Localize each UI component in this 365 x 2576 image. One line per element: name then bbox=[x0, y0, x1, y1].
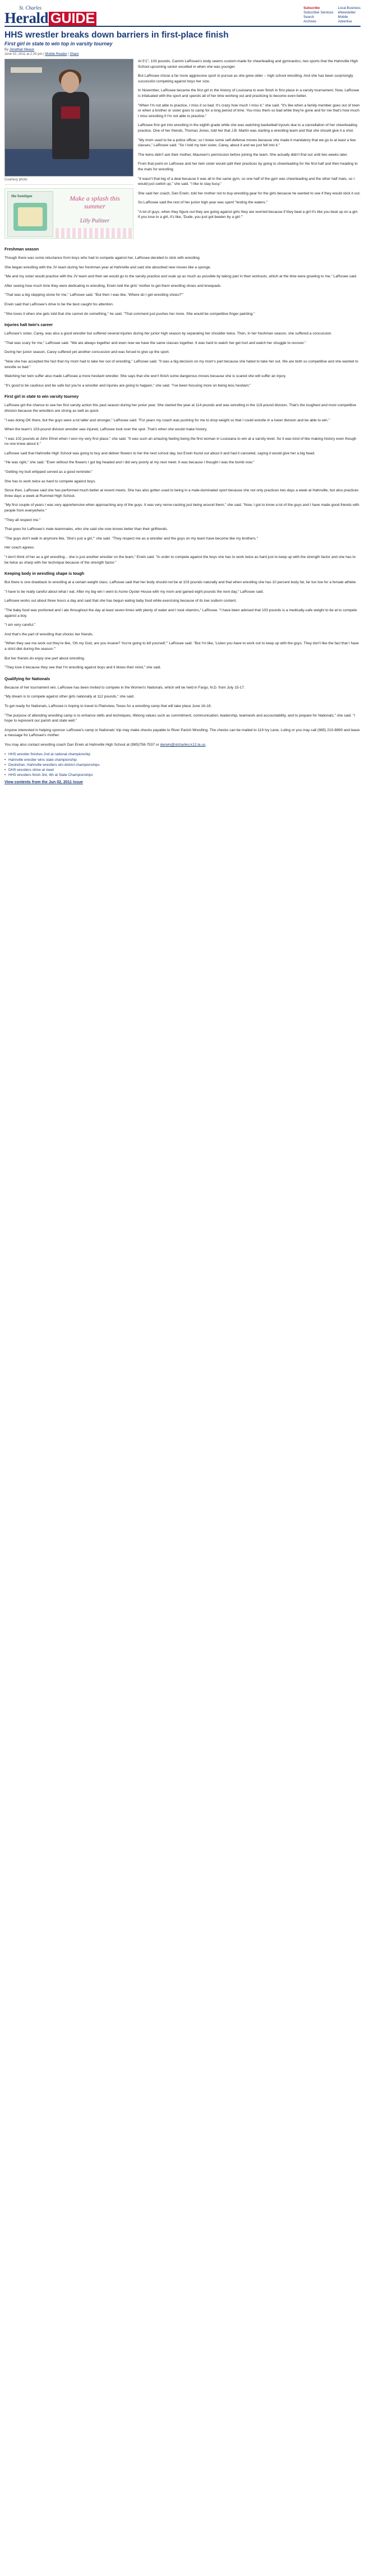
paragraph: Though there was some reluctance from boys who had to compete against her, LaRosee decided to stick with wrestling. bbox=[4, 256, 201, 260]
section-body-shape bbox=[4, 571, 361, 671]
media-column bbox=[4, 59, 133, 239]
paragraph: Anyone interested in helping sponsor LaRosee's camp or Nationals' trip may make checks payable to River Parish Wrestling. The checks can be mailed to 119 Ivy Lane, Luling or you may call (985) 210-8890 and leave a message for LaRosee's mother. bbox=[4, 728, 360, 738]
logo-herald: Herald bbox=[4, 10, 48, 26]
paragraph: "The guys don't walk in anymore like, 'She's just a girl,'" she said. "They respect me as a wrestler and the guys on my team have become like my brothers." bbox=[4, 536, 258, 541]
paragraph: "That was scary for me," LaRosee said. "We are always together and even now we have the same classes together. It was hard to watch her get hurt and watch her struggle to recover." bbox=[4, 341, 306, 345]
byline bbox=[4, 48, 361, 52]
header-link-mobile[interactable]: Mobile bbox=[338, 16, 348, 19]
wrestler-photo bbox=[4, 59, 133, 176]
paragraph: Since then, LaRosee said she has performed much better at recent meets. She has also gotten used to being in a male-dominated sport because she not only practices two days a week at Hahnville, but also practices three days a week at Rummel High School. bbox=[4, 489, 359, 498]
meta-separator-2: | bbox=[68, 53, 69, 56]
paragraph: "He was right," she said. "Even without the flowers I got big headed and I did very poorly at my next meet. It was because I thought I was the bomb now." bbox=[4, 461, 255, 465]
paragraph: But her friends do enjoy one part about wrestling. bbox=[4, 656, 85, 661]
ad-product-image bbox=[7, 191, 53, 237]
paragraph: "My mom used to be a police officer, so I knew some self-defense moves because she made it mandatory that we go to at least a few classes," LaRosee said. "So I told my twin sister, Carey, about it and we just fell into it." bbox=[138, 138, 356, 148]
paragraph: During her junior season, Carey suffered yet another concussion and was forced to give up the sport. bbox=[4, 350, 170, 355]
advertisement[interactable] bbox=[4, 188, 133, 239]
paragraph: She began wrestling with the JV team during her freshman year at Hahnville and said she absorbed new moves like a sponge. bbox=[4, 265, 211, 269]
paragraph: "Now she has accepted the fact that my mom had to take her out of wrestling," LaRosee said. "It was a big decision on my mom's part because she hated to take her out. We are both so competitive and she wanted to wrestle so bad." bbox=[4, 359, 358, 369]
article-body bbox=[4, 59, 361, 785]
paragraph: "I don't think of her as a girl wrestling... she is just another wrestler on the team," Erwin said. "In order to compete against the boys she has to work twice as hard just to keep up with the strength factor and she has to be twice as sharp with her technique because of the strength factor." bbox=[4, 555, 356, 565]
paragraph: Her coach agrees. bbox=[4, 546, 35, 550]
photo-caption: Courtesy photo bbox=[4, 176, 133, 185]
paragraph: LaRosee works out about three hours a day and said that she has begun eating baby food while exercising because of its low sodium content. bbox=[4, 599, 237, 603]
header-link-search[interactable]: Search bbox=[303, 16, 315, 19]
paragraph: "She loves it when she gets told that she cannot do something," he said. "That comment just pushes her more. She would be competitive finger painting." bbox=[4, 311, 255, 316]
publish-date: June 02, 2011 at 2:25 pm bbox=[4, 53, 43, 56]
paragraph: "When I'm not able to practice, I miss it so bad. It's crazy how much I miss it," she said. "It's like when a family member goes out of town or when a brother or sister goes to camp for a long period of time. You miss them so bad while they're gone and for me that's how much I miss wrestling if I'm not able to practice." bbox=[138, 103, 360, 118]
related-link[interactable]: • DHS wrestlers shine at meet bbox=[4, 768, 361, 773]
photo-banner bbox=[11, 67, 42, 73]
paragraph: At 5'1", 103 pounds, Cammi LaRosee's body seems custom-made for cheerleading and gymnastics, two sports that the Hahnville High School upcoming senior excelled in when she was younger. bbox=[138, 59, 358, 69]
header-links-left bbox=[303, 6, 333, 24]
paragraph: LaRosee said that Hahnville High School was going to buy and deliver flowers to her the next school day, but Erwin found out about it and had it canceled, saying it would give her a big head. bbox=[4, 451, 316, 455]
paragraph: Erwin said that LaRosee's drive to be the best caught his attention. bbox=[4, 302, 114, 306]
section-first-girl bbox=[4, 394, 361, 565]
paragraph: But there is one drawback to wrestling at a certain weight class. LaRosee said that her body should not be at 103 pounds naturally and that when wrestling she has 10 percent body fat, far too low for a female athlete. bbox=[4, 580, 357, 585]
header-link-subscriber-services[interactable]: Subscriber Services bbox=[303, 11, 334, 15]
ad-bag-inner-shape bbox=[18, 207, 43, 226]
paragraph: "My dream is to compete against other girls nationally at 112 pounds," she said. bbox=[4, 695, 135, 699]
ad-pattern bbox=[56, 228, 133, 238]
paragraph: To get ready for Nationals, LaRosee is hoping to travel to Plainview, Texas for a wrestling camp that will take place June 16-18. bbox=[4, 704, 212, 708]
author-link[interactable]: Jonathan Meaux bbox=[9, 48, 35, 52]
section-heading: Freshman season bbox=[4, 247, 39, 252]
paragraph: "That was a big stepping stone for me," LaRosee said. "But then I was like, 'Where do I get wrestling shoes?'" bbox=[4, 293, 184, 297]
related-link[interactable]: • HHS wrestler finishes 2nd at national championship bbox=[4, 752, 361, 757]
section-freshman-season bbox=[4, 247, 361, 317]
paragraph: The twins didn't ask their mother, Maureen's permission before joining the team. She actually didn't find out until two weeks later. bbox=[138, 152, 348, 157]
photo-person bbox=[49, 72, 93, 161]
section-heading: Injuries halt twin's career bbox=[4, 322, 53, 328]
ad-shop-name: the boutique bbox=[11, 194, 33, 198]
paragraph: "I am very careful." bbox=[4, 623, 36, 627]
header-link-archives[interactable]: Archives bbox=[303, 20, 317, 24]
ad-tagline: Make a splash this summer bbox=[70, 194, 120, 210]
issue-contents-link[interactable]: View contents from the Jun 02, 2011 Issue bbox=[4, 780, 83, 785]
contact-text: You may also contact wrestling coach Dan Erwin at Hahnville High School at (985)758-7537 or bbox=[4, 742, 159, 747]
paragraph: "I was 102 pounds at John Ehret when I won my very first place," she said. "It was such an amazing feeling being the first woman in Louisiana to win at a varsity level. So it was kind of like making history even though no one knew about it." bbox=[4, 436, 357, 447]
header-links bbox=[303, 6, 361, 26]
photo-body bbox=[52, 92, 89, 159]
header-link-enewsletter[interactable]: eNewsletter bbox=[338, 11, 356, 15]
byline-prefix: By bbox=[4, 48, 9, 52]
related-link[interactable]: • HHS wrestlers finish 3rd, 4th at State Championships bbox=[4, 773, 361, 778]
paragraph: That goes for LaRosee's male teammates, who she said she now knows better than their girlfriends. bbox=[4, 527, 168, 532]
paragraph: "A lot of guys, when they figure out they are going against girls they are worried because if they beat a girl it's like you beat up on a girl. If you lose to a girl, it's like, 'Dude, you just got beaten by a girl.'" bbox=[138, 210, 358, 220]
paragraph: "They love it because they see that I'm wrestling against boys and it blows their mind," she said. bbox=[4, 666, 161, 670]
related-link[interactable]: • Hahnville wrestler wins state championship bbox=[4, 757, 361, 762]
paragraph: She has to work twice as hard to compete against boys. bbox=[4, 479, 96, 483]
ad-brand: Lilly Pulitzer bbox=[80, 218, 110, 224]
contact-email-link[interactable]: derwin@stcharles.k12.la.us bbox=[160, 742, 206, 747]
photo-shirt-logo bbox=[61, 106, 80, 119]
paragraph: LaRosee got the chance to see her first varsity action this past season during her junior year. She started the year at 114 pounds and was wrestling in the 119-pound division. That's the toughest and most competitive division because the wrestlers are strong as well as quick. bbox=[4, 403, 357, 413]
paragraph: "It's good to be cautious and be safe but you're a wrestler and injuries are going to happen," she said. "I've been focusing more on being less hesitant." bbox=[4, 383, 251, 388]
masthead bbox=[4, 0, 361, 27]
paragraph: After seeing how much time they were dedicating to wrestling, Erwin told the girls' mother to get them wrestling shoes and kneepads. bbox=[4, 283, 222, 288]
header-links-right bbox=[338, 6, 361, 24]
paragraph: "When they see me work out they're like, 'Oh my God, are you insane? You're going to kill yourself,'" LaRosee said. "But I'm like, 'Listen you have to work out to keep up with the guys. They don't like the fact that I have a strict diet during the season.'" bbox=[4, 641, 359, 651]
paragraph: In November, LaRosee became the first girl in the history of Louisiana to ever finish in first place in a varsity tournament. Now, LaRosee is infatuated with the sport and spends all of her time working out and practicing to become even better. bbox=[138, 89, 359, 98]
paragraph: "Getting my butt whipped served as a good reminder." bbox=[4, 470, 93, 475]
section-heading: Keeping body in wrestling shape is tough bbox=[4, 571, 85, 576]
photo-head bbox=[61, 72, 79, 93]
paragraph: "I was doing OK there, but the guys were a lot taller and stronger," LaRosee said. "For years my coach was pushing for me to drop weight so that I could wrestle in a lower division and be able to win." bbox=[4, 418, 330, 422]
paragraph: "Me and my sister would practice with the JV team and then we would go to the varsity practice and soak up as much as possible by taking part in their workouts, which at the time were grueling to me," LaRosee said. bbox=[4, 275, 357, 279]
paragraph: "They all respect me." bbox=[4, 518, 41, 522]
section-injuries bbox=[4, 322, 361, 388]
share-link[interactable]: Share bbox=[70, 53, 79, 56]
paragraph: She said her coach, Dan Erwin, told her mother not to buy wrestling gear for the girls because he wanted to see if they would stick it out. bbox=[138, 191, 361, 196]
header-link-local-business[interactable]: Local Business bbox=[338, 7, 361, 10]
meta-separator: | bbox=[43, 53, 44, 56]
section-nationals bbox=[4, 676, 361, 738]
paragraph: "I have to be really careful about what I eat. After my big win I went to Acme Oyster House with my mom and gained eight pounds the next day," LaRosee said. bbox=[4, 589, 264, 594]
related-list bbox=[4, 752, 361, 778]
paragraph: LaRosee's sister, Carey, was also a good wrestler but suffered several injuries during her junior high season by separating her shoulder twice. Then, in her freshman season, she suffered a concussion. bbox=[4, 332, 332, 336]
paragraph: Watching her twin suffer also made LaRosee a more hesitant wrestler. She says that she won't finish some dangerous moves because she is scared she will suffer an injury. bbox=[4, 374, 287, 379]
mobile-reader-link[interactable]: Mobile Reader bbox=[45, 53, 67, 56]
contact-tail: . bbox=[205, 742, 207, 747]
paragraph: "The baby food was portioned and I ate throughout the day at least seven times with plenty of water and I took vitamins," LaRosee. "I have been advised that 103 pounds is a medically-safe weight to be at to compete against a boy. bbox=[4, 608, 357, 618]
section-heading: First girl in state to win varsity tourney bbox=[4, 394, 79, 399]
paragraph: But LaRosee chose a far more aggressive sport to pursue as she grew older -- high school wrestling. And she has been surprisingly successful competing against boys her size. bbox=[138, 74, 353, 83]
article-subtitle: First girl in state to win top in varsity tourney bbox=[4, 41, 113, 47]
contact-paragraph bbox=[4, 742, 361, 748]
paragraph: When the team's 103-pound division wrestler was injured, LaRosee took over the spot. That's when she would make history. bbox=[4, 427, 207, 432]
header-link-subscribe[interactable]: Subscribe bbox=[303, 7, 320, 10]
logo-city: St. Charles bbox=[19, 5, 42, 11]
paragraph: LaRosee first got into wrestling in the eighth grade while she was watching basketball tryouts due to a cancellation of her cheerleading practice. One of her friends, Thomas Jones, told her that J.B. Martin was starting a wrestling team and that she should give it a shot. bbox=[138, 123, 358, 133]
section-heading: Qualifying for Nationals bbox=[4, 676, 50, 681]
paragraph: And that's the part of wrestling that shocks her friends. bbox=[4, 632, 94, 636]
related-articles bbox=[4, 752, 361, 785]
article-meta bbox=[4, 52, 361, 57]
header-link-advertise[interactable]: Advertise bbox=[338, 20, 352, 24]
paragraph: "It wasn't that big of a deal because it was all in the same gym, so one half of the gym was cheerleading and the other half mats, so I would just switch up," she said. "I like to stay busy." bbox=[138, 176, 355, 187]
paragraph: So LaRosee said the rest of her junior high year was spent "testing the waters." bbox=[138, 201, 268, 205]
site-logo[interactable] bbox=[4, 6, 96, 26]
paragraph: From that point on LaRosee and her twin sister would split their practices by going to cheerleading for the first half and then heading to the mats for wrestling. bbox=[138, 162, 358, 171]
related-link[interactable]: • Destrehan, Hahnville wrestlers win district championships bbox=[4, 762, 361, 768]
page bbox=[0, 0, 365, 789]
paragraph: "The purpose of attending wrestling camp is to enhance skills and techniques, lifelong values such as commitment, communication, leadership, teamwork and accountability, and to prepare for Nationals," she said. "I hope to represent our parish and state well." bbox=[4, 713, 355, 723]
article-title: HHS wrestler breaks down barriers in first-place finish bbox=[4, 30, 229, 40]
paragraph: Because of her tournament win, LaRosee has been invited to compete in the Women's Nationals, which will be held in Fargo, N.D. from July 15-17. bbox=[4, 685, 245, 690]
paragraph: "My first couple of years I was very apprehensive when approaching any of the guys. It was very nerve-racking just being around them," she said. "Now, I got to know a lot of the guys and I have made good friends with people from everywhere." bbox=[4, 503, 359, 513]
logo-guide: GUIDE bbox=[49, 12, 96, 26]
